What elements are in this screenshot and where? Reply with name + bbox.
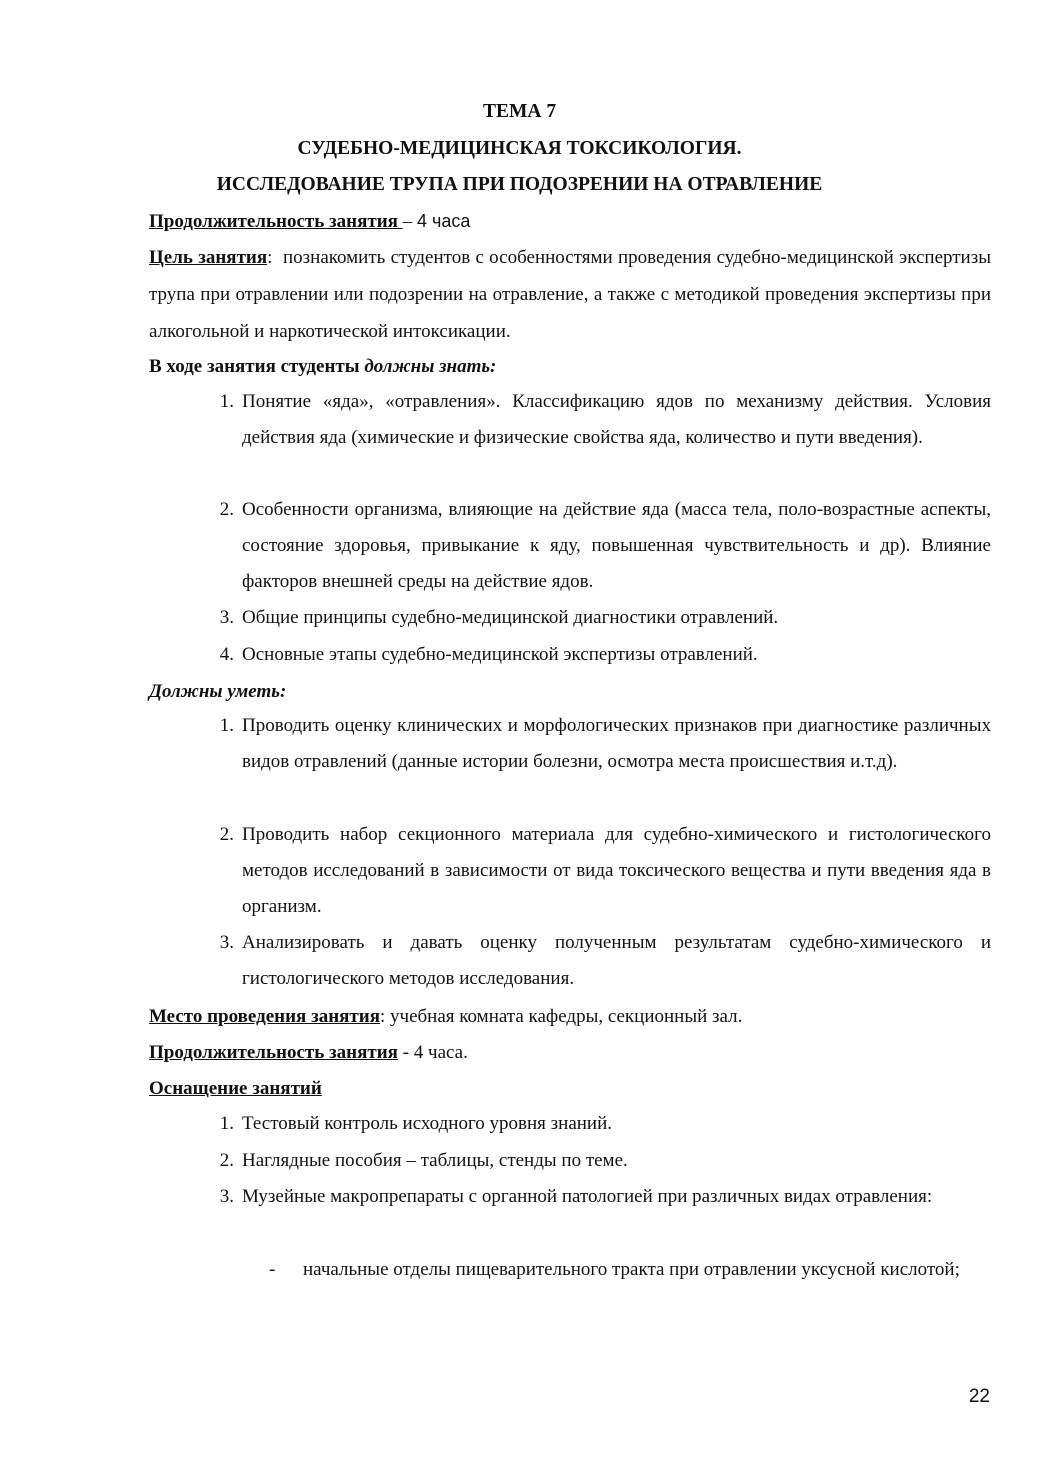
goal-label: Цель занятия	[149, 247, 268, 268]
equipment-item-number: 2.	[219, 1150, 234, 1171]
duration-value: 4 часа	[416, 211, 471, 231]
able-item-3	[219, 925, 991, 997]
goal-colon: :	[267, 247, 283, 268]
equipment-item-1	[219, 1106, 991, 1142]
duration-line	[149, 209, 470, 234]
duration-label-2: Продолжительность занятия	[149, 1042, 398, 1063]
duration-label: Продолжительность занятия	[149, 211, 403, 232]
place-text: : учебная комната кафедры, секционный зал.	[380, 1006, 743, 1027]
know-item-1	[219, 384, 991, 456]
equipment-item-text: Музейные макропрепараты с органной патологией при различных видах отравления:	[242, 1186, 933, 1207]
able-heading: Должны уметь:	[149, 681, 287, 702]
know-item-2	[219, 492, 991, 600]
able-item-number: 1.	[219, 715, 234, 736]
able-item-text: Проводить набор секционного материала для судебно-химического и гистологического методов исследований в зависимости от вида токсического вещества и пути введения яда в организм.	[242, 824, 991, 917]
page-number: 22	[968, 1386, 990, 1407]
title-line-1: СУДЕБНО-МЕДИЦИНСКАЯ ТОКСИКОЛОГИЯ.	[297, 138, 742, 159]
equipment-sub-item-1	[269, 1252, 991, 1288]
duration-text-2: - 4 часа.	[397, 1042, 468, 1063]
title-line-2: ИССЛЕДОВАНИЕ ТРУПА ПРИ ПОДОЗРЕНИИ НА ОТРАВЛЕНИЕ	[216, 174, 823, 195]
know-item-number: 1.	[219, 391, 234, 412]
know-item-number: 3.	[219, 607, 234, 628]
know-item-4	[219, 637, 991, 673]
equipment-item-number: 1.	[219, 1113, 234, 1134]
able-item-number: 2.	[219, 824, 234, 845]
equipment-sub-item-text: начальные отделы пищеварительного тракта при отравлении уксусной кислотой;	[303, 1259, 960, 1280]
topic-heading: ТЕМА 7	[482, 101, 557, 122]
goal-paragraph	[149, 239, 991, 350]
know-item-number: 4.	[219, 644, 234, 665]
know-item-3	[219, 600, 991, 636]
know-heading-bold: В ходе занятия студенты	[149, 356, 365, 377]
equipment-item-3	[219, 1179, 991, 1215]
place-line	[149, 1005, 742, 1029]
know-item-text: Общие принципы судебно-медицинской диагностики отравлений.	[242, 607, 779, 628]
know-item-text: Понятие «яда», «отравления». Классификацию ядов по механизму действия. Условия действия яда (химические и физические свойства яда, количество и пути введения).	[242, 391, 991, 448]
equipment-item-number: 3.	[219, 1186, 234, 1207]
equipment-heading: Оснащение занятий	[149, 1078, 322, 1099]
able-item-number: 3.	[219, 932, 234, 953]
know-item-text: Основные этапы судебно-медицинской экспертизы отравлений.	[242, 644, 758, 665]
able-item-text: Анализировать и давать оценку полученным результатам судебно-химического и гистологического методов исследования.	[242, 932, 991, 989]
know-item-text: Особенности организма, влияющие на действие яда (масса тела, поло-возрастные аспекты, состояние здоровья, привыкание к яду, повышенная чувствительность и др). Влияние факторов внешней среды на действие ядов.	[242, 499, 991, 592]
know-heading-italic: должны знать:	[364, 356, 497, 377]
equipment-item-text: Наглядные пособия – таблицы, стенды по теме.	[242, 1150, 628, 1171]
equipment-item-text: Тестовый контроль исходного уровня знаний.	[242, 1113, 613, 1134]
able-item-text: Проводить оценку клинических и морфологических признаков при диагностике различных видов отравлений (данные истории болезни, осмотра места происшествия и.т.д).	[242, 715, 991, 772]
dash-bullet: -	[269, 1259, 276, 1280]
duration-separator: –	[402, 211, 417, 232]
goal-text: познакомить студентов с особенностями проведения судебно-медицинской экспертизы трупа при отравлении или подозрении на отравление, а также с методикой проведения экспертизы при алкогольной и наркотической интоксикации.	[149, 247, 992, 342]
know-item-number: 2.	[219, 499, 234, 520]
equipment-item-2	[219, 1143, 991, 1179]
able-item-2	[219, 817, 991, 925]
place-label: Место проведения занятия	[149, 1006, 380, 1027]
duration-line-2	[149, 1041, 468, 1065]
able-item-1	[219, 708, 991, 780]
know-heading	[149, 355, 496, 379]
